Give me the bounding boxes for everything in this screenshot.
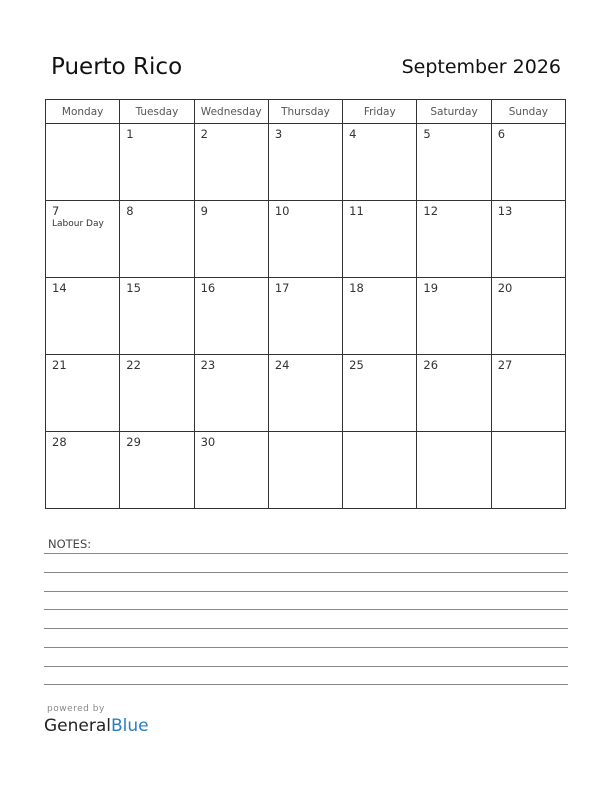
week-row	[46, 355, 566, 432]
day-cell	[268, 124, 342, 201]
day-cell	[46, 201, 120, 278]
day-cell	[268, 355, 342, 432]
weekday-saturday: Saturday	[417, 100, 491, 124]
day-number: 28	[52, 435, 67, 449]
day-cell	[194, 124, 268, 201]
day-cell	[46, 432, 120, 509]
day-cell	[120, 201, 194, 278]
day-cell	[491, 278, 565, 355]
day-cell	[417, 201, 491, 278]
notes-label: NOTES:	[48, 537, 92, 551]
day-cell	[491, 355, 565, 432]
day-cell	[417, 124, 491, 201]
weekday-monday: Monday	[46, 100, 120, 124]
day-number: 4	[349, 127, 357, 141]
day-cell	[268, 432, 342, 509]
notes-line	[44, 628, 568, 629]
day-number: 22	[126, 358, 141, 372]
day-number: 26	[423, 358, 439, 372]
weekday-tuesday: Tuesday	[120, 100, 194, 124]
notes-line	[44, 684, 568, 685]
day-cell	[194, 201, 268, 278]
day-cell	[46, 278, 120, 355]
day-number: 10	[274, 204, 290, 218]
day-cell	[343, 278, 417, 355]
day-number: 3	[274, 127, 283, 141]
day-cell	[343, 432, 417, 509]
weekday-wednesday: Wednesday	[194, 100, 268, 124]
page-title: Puerto Rico	[51, 54, 183, 80]
month-title: September 2026	[401, 56, 561, 78]
brand-blue-text: Blue	[111, 716, 149, 736]
day-cell	[46, 124, 120, 201]
day-cell	[343, 355, 417, 432]
calendar-grid	[45, 99, 566, 509]
day-number: 27	[497, 358, 513, 372]
day-number: 19	[423, 281, 439, 295]
weekday-thursday: Thursday	[268, 100, 342, 124]
week-row	[46, 432, 566, 509]
day-number: 21	[52, 358, 67, 372]
day-number: 7	[52, 204, 60, 218]
day-number: 16	[200, 281, 216, 295]
day-number: 29	[126, 435, 141, 449]
day-cell	[194, 278, 268, 355]
day-cell	[120, 355, 194, 432]
day-number: 13	[497, 204, 513, 218]
notes-line	[44, 666, 568, 667]
day-number: 12	[423, 204, 439, 218]
day-cell	[194, 355, 268, 432]
notes-line	[44, 647, 568, 648]
day-cell	[417, 432, 491, 509]
day-cell	[343, 201, 417, 278]
day-cell	[268, 278, 342, 355]
day-number: 20	[497, 281, 513, 295]
day-cell	[417, 278, 491, 355]
day-number: 30	[200, 435, 216, 449]
day-cell	[120, 124, 194, 201]
weekday-header-row	[46, 100, 566, 124]
day-number: 5	[423, 127, 431, 141]
day-number: 24	[274, 358, 290, 372]
notes-line	[44, 553, 568, 554]
day-number: 2	[200, 127, 208, 141]
week-row	[46, 201, 566, 278]
day-cell	[46, 355, 120, 432]
brand-general-text: General	[44, 716, 111, 736]
weekday-friday: Friday	[343, 100, 417, 124]
day-number: 6	[497, 127, 506, 141]
week-row	[46, 124, 566, 201]
notes-line	[44, 591, 568, 592]
day-number: 14	[52, 281, 67, 295]
week-row	[46, 278, 566, 355]
day-number: 9	[200, 204, 208, 218]
notes-line	[44, 572, 568, 573]
weekday-sunday: Sunday	[491, 100, 565, 124]
day-number: 8	[126, 204, 134, 218]
day-number: 15	[126, 281, 141, 295]
day-number: 18	[349, 281, 364, 295]
day-cell	[120, 432, 194, 509]
day-cell	[343, 124, 417, 201]
day-cell	[120, 278, 194, 355]
holiday-label: Labour Day	[52, 219, 104, 229]
day-cell	[268, 201, 342, 278]
day-cell	[491, 432, 565, 509]
powered-by-text: powered by	[47, 704, 105, 714]
day-number: 17	[274, 281, 290, 295]
day-number: 1	[126, 127, 134, 141]
day-number: 11	[349, 204, 364, 218]
day-cell	[417, 355, 491, 432]
day-number: 23	[200, 358, 216, 372]
brand-logo	[44, 716, 149, 736]
day-number: 25	[349, 358, 364, 372]
day-cell	[491, 124, 565, 201]
day-cell	[194, 432, 268, 509]
notes-line	[44, 609, 568, 610]
day-cell	[491, 201, 565, 278]
